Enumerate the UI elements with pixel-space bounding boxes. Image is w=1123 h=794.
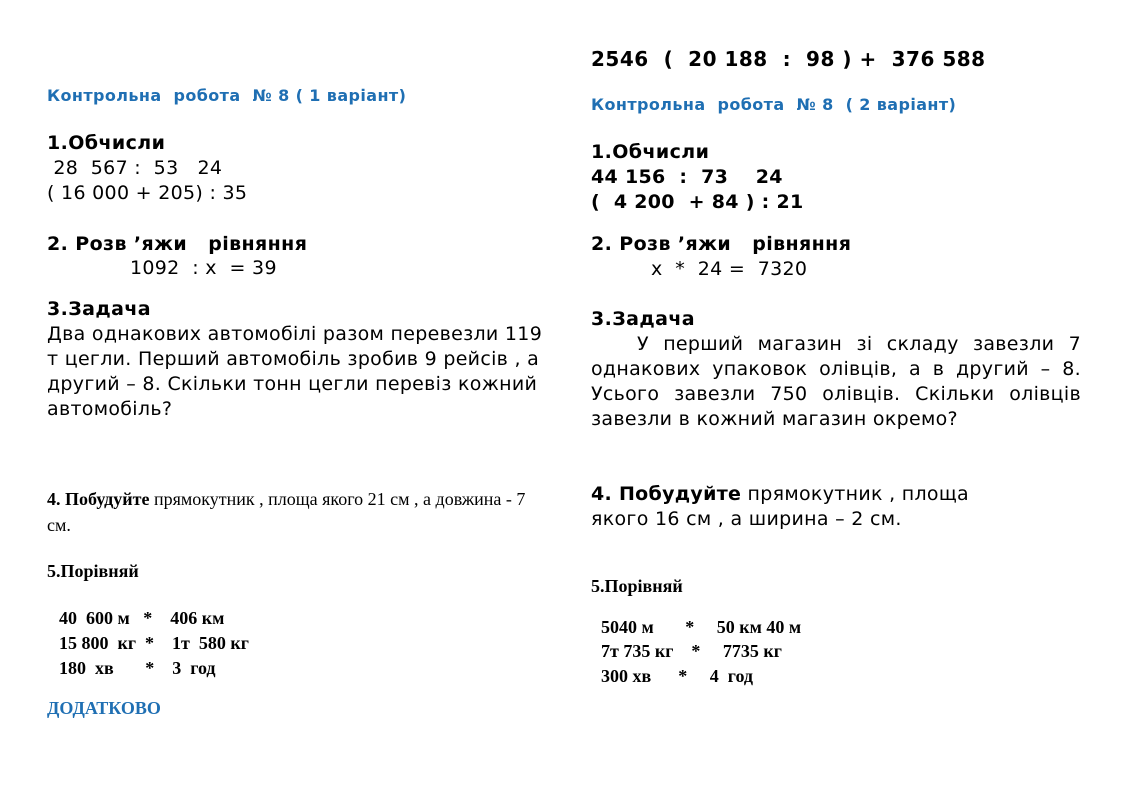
variant2-task2-heading: 2. Розв ’яжи рівняння — [591, 233, 852, 255]
variant2-task3-text: У перший магазин зі складу завезли 7 однакових упаковок олівців, а в другий – 8. Усього завезли 750 олівців. Скільки олівців завезли в кожний магазин окремо? — [591, 333, 1081, 430]
variant2-task1-line: 44 156 : 73 24 — [591, 166, 783, 188]
variant2-task4 — [591, 482, 1031, 532]
extra-label: ДОДАТКОВО — [47, 698, 161, 718]
variant1-task4 — [47, 486, 547, 538]
variant1-title: Контрольна робота № 8 ( 1 варіант) — [47, 86, 407, 105]
variant2-task3-heading: 3.Задача — [591, 308, 695, 330]
variant1-task2-equation: 1092 : х = 39 — [130, 257, 277, 279]
variant2-task4-label: 4. Побудуйте — [591, 483, 742, 505]
variant1-task3-text: Два однакових автомобілі разом перевезли 119 т цегли. Перший автомобіль зробив 9 рейсів , а другий – 8. Скільки тонн цегли перевіз кожний автомобіль? — [47, 323, 543, 420]
variant2-task5-row: 5040 м * 50 км 40 м — [601, 617, 802, 637]
variant2-title: Контрольна робота № 8 ( 2 варіант) — [591, 95, 957, 114]
variant1-task5-row: 40 600 м * 406 км — [59, 608, 225, 628]
variant2-task1-heading: 1.Обчисли — [591, 141, 710, 163]
variant1-task3-heading: 3.Задача — [47, 298, 151, 320]
variant2-task2-equation: х * 24 = 7320 — [651, 258, 808, 280]
variant1-task5-row: 15 800 кг * 1т 580 кг — [59, 633, 249, 653]
top-expression: 2546 ( 20 188 : 98 ) + 376 588 — [591, 47, 986, 71]
variant2-task5-row: 300 хв * 4 год — [601, 666, 754, 686]
variant2-task4-text: прямокутник , площа якого 16 см , а ширина – 2 см. — [591, 483, 969, 530]
variant1-task1-line: ( 16 000 + 205) : 35 — [47, 182, 248, 204]
variant1-task4-text: прямокутник , площа якого 21 см , а довжина - 7 см. — [47, 489, 526, 535]
variant1-task1-line: 28 567 : 53 24 — [47, 157, 223, 179]
variant1-task4-label: 4. Побудуйте — [47, 489, 150, 509]
variant1-task5-row: 180 хв * 3 год — [59, 658, 216, 678]
variant2-task5-heading: 5.Порівняй — [591, 576, 683, 596]
variant1-task2-heading: 2. Розв ’яжи рівняння — [47, 233, 308, 255]
variant2-task1-line: ( 4 200 + 84 ) : 21 — [591, 191, 804, 213]
variant1-task5-heading: 5.Порівняй — [47, 561, 139, 581]
variant1-task1-heading: 1.Обчисли — [47, 132, 166, 154]
variant2-task5-row: 7т 735 кг * 7735 кг — [601, 641, 782, 661]
